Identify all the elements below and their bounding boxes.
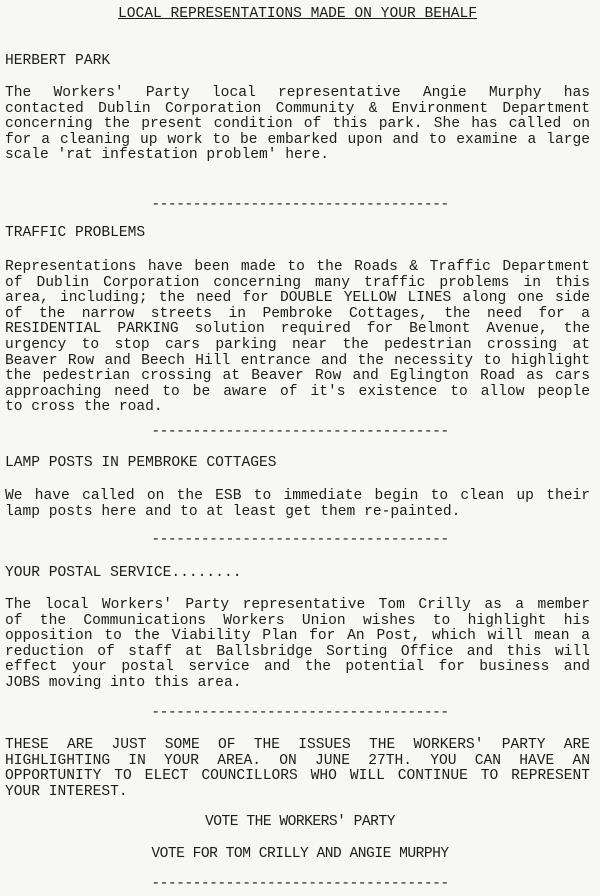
text-line: effect your postal service and the potential for business and xyxy=(5,659,590,676)
paragraph-herbert-park xyxy=(5,86,590,164)
text-line: concerning the present condition of this park. She has called on xyxy=(5,116,590,133)
text-line: reduction of staff at Ballsbridge Sorting Office and this will xyxy=(5,643,590,660)
divider: ------------------------------------ xyxy=(151,705,449,721)
text-line: of the narrow streets in Pembroke Cottages, the need for a xyxy=(5,305,590,322)
text-line: THESE ARE JUST SOME OF THE ISSUES THE WORKERS' PARTY ARE xyxy=(5,737,590,753)
closing-paragraph xyxy=(5,738,590,800)
page-title: LOCAL REPRESENTATIONS MADE ON YOUR BEHALF xyxy=(117,6,478,22)
text-line: RESIDENTIAL PARKING solution required for Belmont Avenue, the xyxy=(5,321,590,338)
text-line: of Dublin Corporation concerning many traffic problems in this xyxy=(5,274,590,291)
text-line: of the Communications Workers Union wishes to highlight his xyxy=(5,612,590,629)
text-line: YOUR INTEREST. xyxy=(5,783,128,800)
text-line: the pedestrian crossing at Beaver Row and Eglington Road as cars xyxy=(5,368,590,385)
text-line: urgency to stop cars parking near the pedestrian crossing at xyxy=(5,336,590,353)
slogan-vote-party: VOTE THE WORKERS' PARTY xyxy=(205,814,395,830)
section-heading-postal: YOUR POSTAL SERVICE........ xyxy=(5,565,242,581)
divider: ------------------------------------ xyxy=(151,197,449,213)
text-line: We have called on the ESB to immediate begin to clean up their xyxy=(5,488,590,504)
text-line: contacted Dublin Corporation Community & Environment Department xyxy=(5,100,590,117)
text-line: OPPORTUNITY TO ELECT COUNCILLORS WHO WILL CONTINUE TO REPRESENT xyxy=(5,768,590,785)
text-line: approaching need to be aware of it's existence to allow people xyxy=(5,383,590,400)
paragraph-lamp-posts xyxy=(5,489,590,520)
text-line: HIGHLIGHTING IN YOUR AREA. ON JUNE 27TH. YOU CAN HAVE AN xyxy=(5,752,590,769)
divider: ------------------------------------ xyxy=(151,424,449,440)
slogan-vote-candidates: VOTE FOR TOM CRILLY AND ANGIE MURPHY xyxy=(151,846,449,862)
paragraph-traffic xyxy=(5,260,590,416)
divider: ------------------------------------ xyxy=(151,532,449,548)
divider: ------------------------------------ xyxy=(151,876,449,892)
text-line: opposition to the Viability Plan for An Post, which will mean a xyxy=(5,628,590,645)
text-line: Beaver Row and Beech Hill entrance and the necessity to highlight xyxy=(5,352,590,369)
section-heading-herbert-park: HERBERT PARK xyxy=(5,53,111,69)
text-line: The Workers' Party local representative Angie Murphy has xyxy=(5,85,590,101)
text-line: The local Workers' Party representative Tom Crilly as a member xyxy=(5,597,590,613)
text-line: for a cleaning up work to be embarked upon and to examine a large xyxy=(5,131,590,148)
section-heading-lamp-posts: LAMP POSTS IN PEMBROKE COTTAGES xyxy=(5,455,277,471)
section-heading-traffic: TRAFFIC PROBLEMS xyxy=(5,225,146,241)
text-line: lamp posts here and to at least get them re-painted. xyxy=(5,503,461,520)
text-line: area, including; the need for DOUBLE YELLOW LINES along one side xyxy=(5,290,590,307)
text-line: JOBS moving into this area. xyxy=(5,674,242,691)
text-line: Representations have been made to the Roads & Traffic Department xyxy=(5,259,590,275)
text-line: to cross the road. xyxy=(5,399,163,416)
text-line: scale 'rat infestation problem' here. xyxy=(5,147,330,164)
paragraph-postal xyxy=(5,598,590,692)
